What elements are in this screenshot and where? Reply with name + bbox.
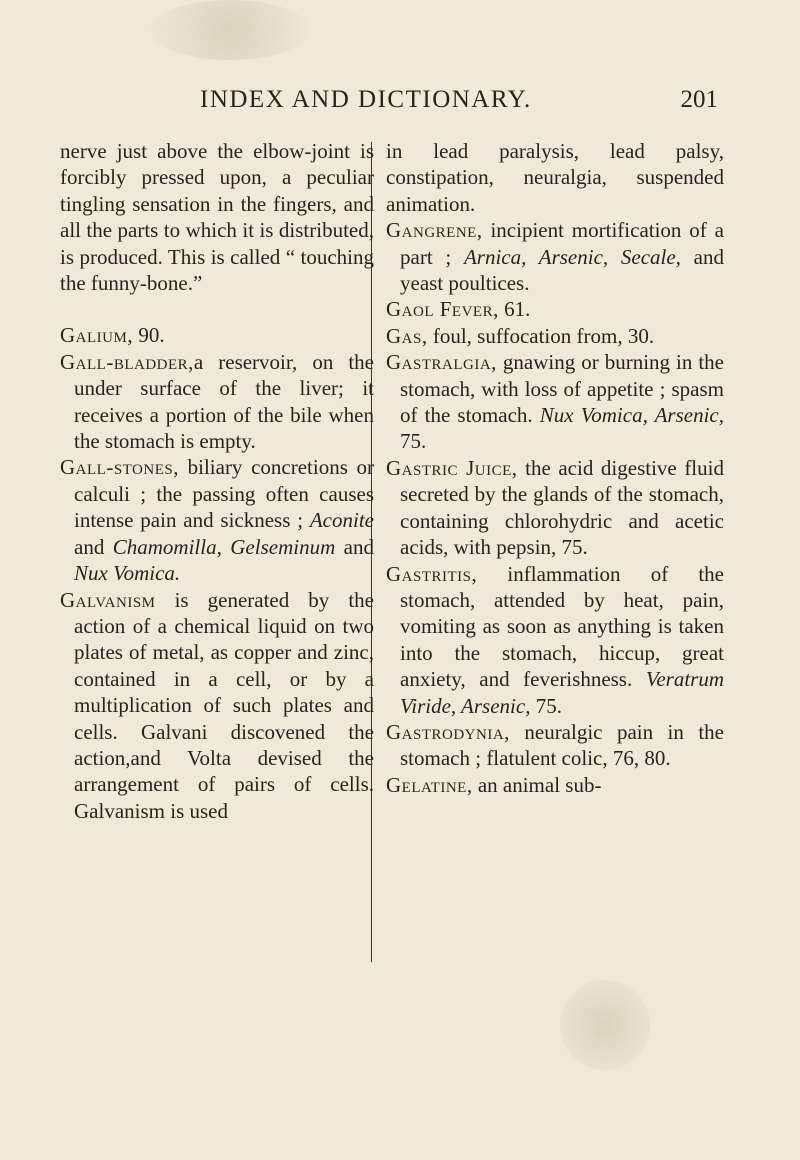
headword: Gelatine, [386,772,473,797]
definition: a reservoir, on the under surface of the liver; it receives a portion of the bile when the stomach is empty. [74,349,374,454]
headword: Gastritis, [386,561,478,586]
headword: Gastralgia, [386,350,497,375]
entry-gastralgia [386,349,724,455]
paper-stain [150,0,310,60]
definition-tail: 75. [400,429,427,454]
entry-gall-bladder [60,349,374,455]
entry-gastritis [386,561,724,719]
continuation-text: in lead paralysis, lead palsy, constipation, neuralgia, suspended animation. [386,139,724,216]
definition: 90. [133,323,165,348]
remedy: Nux Vomica. [74,561,181,586]
remedy: Chamomilla, Gelseminum [112,534,336,559]
definition: inflammation of the stomach, attended by heat, pain, vomiting as soon as anything is taken into the stomach, hiccup, great anxiety, and feverishness. [400,561,724,692]
running-head [0,86,800,120]
entry-gaol-fever [386,296,724,322]
entry-galium [60,322,374,348]
page-number: 201 [680,86,718,113]
headword: Gangrene, [386,218,483,243]
definition: 61. [498,297,531,322]
left-column [60,138,374,824]
running-title: INDEX AND DICTIONARY. [200,86,532,113]
continuation-text: nerve just above the elbow-joint is forcibly pressed upon, a peculiar tingling sensation in the fingers, and all the parts to which it is distributed, is produced. This is called “ touching the funny-bone.” [60,139,374,296]
headword: Gaol Fever, [386,297,499,322]
entry-gas [386,323,724,349]
definition: neuralgic pain in the stomach ; flatulent colic, 76, 80. [400,719,724,771]
right-column [386,138,724,798]
definition-tail: and yeast poultices. [400,244,724,296]
definition: incipient mortification of a part ; [400,218,724,269]
definition: biliary concretions or calculi ; the passing often causes intense pain and sickness ; [74,455,374,533]
entry-gastric-juice [386,455,724,561]
definition: foul, suffocation from, 30. [427,323,655,348]
definition: the acid digestive fluid secreted by the glands of the stomach, containing chlorohydric and acetic acids, with pepsin, 75. [400,455,724,560]
entry-galvanism [60,587,374,825]
entry-gelatine [386,772,724,798]
remedy: Veratrum Viride, Arsenic, [400,667,724,718]
remedy: Nux Vomica, Arsenic, [539,403,724,428]
paper-stain [560,980,650,1070]
definition: an animal sub- [472,772,602,797]
entry-gastrodynia [386,719,724,772]
definition: is generated by the action of a chemical liquid on two plates of metal, as copper and zinc, contained in a cell, or by a multiplication of such plates and cells. Galvani discovened the action,and Volta devised the arrangement of pairs of cells. Galvanism is used [74,587,374,823]
entry-gall-stones [60,454,374,586]
connector: and [74,534,113,559]
connector: and [335,534,374,559]
headword: Gas, [386,323,428,348]
headword: Gall-stones, [60,455,179,480]
headword: Gall-bladder, [60,349,194,374]
entry-gangrene [386,217,724,296]
headword: Galium, [60,323,134,348]
definition-tail: 75. [530,693,562,718]
headword: Galvanism [60,587,156,612]
headword: Gastrodynia, [386,719,510,744]
remedy: Aconite [309,508,374,533]
definition: gnawing or burning in the stomach, with loss of appetite ; spasm of the stomach. [400,350,724,428]
headword: Gastric Juice, [386,455,518,480]
remedy: Arnica, Arsenic, Secale, [463,244,681,269]
